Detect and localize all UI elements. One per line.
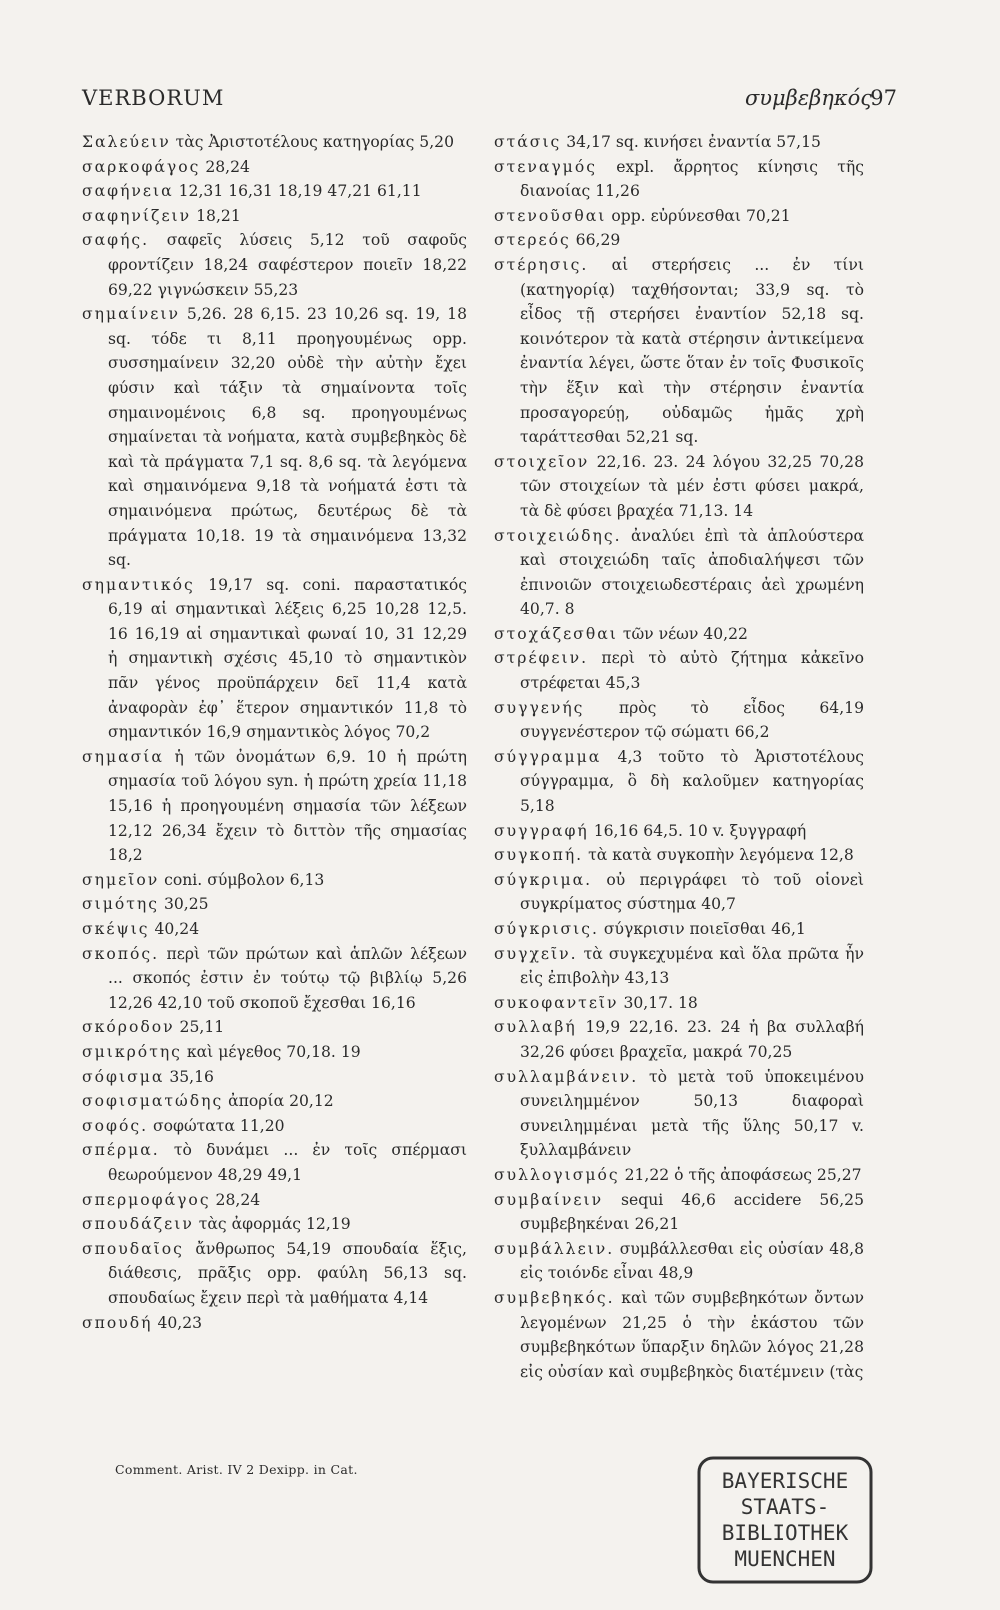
entry-text: τὰ κατὰ συγκοπὴν λεγόμενα 12,8 bbox=[583, 846, 854, 865]
entry-headword: στεναγμός bbox=[494, 157, 597, 176]
entry-headword: σύγκριμα. bbox=[494, 870, 593, 889]
entry-headword: σπουδαῖος bbox=[82, 1239, 184, 1258]
entry-text: 18,21 bbox=[191, 206, 241, 225]
stamp-line-2: STAATS- bbox=[740, 1495, 830, 1519]
index-entry bbox=[82, 1311, 467, 1336]
index-entry bbox=[494, 253, 864, 450]
index-entry bbox=[494, 991, 864, 1016]
entry-headword: σκοπός. bbox=[82, 944, 160, 963]
entry-headword: στοχάζεσθαι bbox=[494, 624, 618, 643]
entry-headword: σημεῖον bbox=[82, 870, 160, 889]
entry-headword: σύγκρισις. bbox=[494, 920, 599, 938]
entry-text: τὸ δυνάμει ... ἐν τοῖς σπέρμασι θεωρούμενον 48,29 49,1 bbox=[108, 1141, 467, 1184]
index-entry bbox=[494, 155, 864, 204]
entry-text: ἄνθρωπος 54,19 σπουδαία ἕξις, διάθεσις, πρᾶξις opp. φαύλη 56,13 sq. σπουδαίως ἔχειν περὶ τὰ μαθήματα 4,14 bbox=[108, 1239, 467, 1307]
entry-headword: στάσις bbox=[494, 133, 562, 151]
entry-headword: σπέρμα. bbox=[82, 1141, 160, 1160]
entry-text: opp. εὐρύνεσθαι 70,21 bbox=[606, 206, 791, 225]
entry-text: πρὸς τὸ εἶδος 64,19 συγγενέστερον τῷ σώματι 66,2 bbox=[520, 698, 864, 742]
entry-headword: Σαλεύειν bbox=[82, 133, 171, 151]
entry-headword: συκοφαντεῖν bbox=[494, 993, 619, 1012]
entry-headword: συμβαίνειν bbox=[494, 1190, 604, 1209]
index-entry bbox=[82, 573, 467, 745]
entry-text: αἱ στερήσεις ... ἐν τίνι (κατηγορίᾳ) ταχθήσονται; 33,9 sq. τὸ εἶδος τῇ στερήσει ἐναντίον 52,18 sq. κοινότερον τὰ κατὰ στέρησιν ἀντικείμενα ἐναντία λέγει, ὥστε ὅταν ἐν τοῖς Φυσικοῖς τὴν ἕξιν καὶ τὴν στέρησιν ἐναντία προσαγορεύῃ, οὐδαμῶς ἡμᾶς χρὴ ταράττεσθαι 52,21 sq. bbox=[520, 255, 864, 447]
entry-text: 40,24 bbox=[149, 920, 200, 938]
index-entry bbox=[494, 130, 864, 155]
entry-text: οὐ περιγράφει τὸ τοῦ οἱονεὶ συγκρίματος σύστημα 40,7 bbox=[520, 870, 864, 914]
entry-headword: στρέφειν. bbox=[494, 649, 589, 668]
index-entry bbox=[494, 524, 864, 622]
entry-headword: συγγενής bbox=[494, 698, 585, 717]
index-entry bbox=[82, 179, 467, 204]
index-entry bbox=[82, 917, 467, 942]
entry-text: 25,11 bbox=[174, 1018, 225, 1037]
index-entry bbox=[82, 868, 467, 893]
entry-headword: σπουδή bbox=[82, 1313, 153, 1332]
entry-text: τῶν νέων 40,22 bbox=[617, 624, 748, 643]
entry-text: 30,17. 18 bbox=[618, 993, 698, 1012]
entry-text: 4,3 τοῦτο τὸ Ἀριστοτέλους σύγγραμμα, ὃ δὴ καλοῦμεν κατηγορίας 5,18 bbox=[520, 747, 864, 816]
stamp-line-1: BAYERISCHE bbox=[721, 1469, 849, 1493]
entry-headword: σπουδάζειν bbox=[82, 1215, 194, 1234]
index-entry bbox=[82, 302, 467, 573]
entry-text: 16,16 64,5. 10 v. ξυγγραφή bbox=[588, 821, 807, 840]
entry-headword: στοιχειώδης. bbox=[494, 526, 622, 545]
entry-headword: σόφισμα bbox=[82, 1067, 165, 1086]
index-entry bbox=[82, 204, 467, 229]
entry-text: ἀπορία 20,12 bbox=[223, 1092, 334, 1111]
index-entry bbox=[494, 819, 864, 844]
index-entry bbox=[82, 130, 467, 155]
index-entry bbox=[82, 892, 467, 917]
entry-headword: σημαίνειν bbox=[82, 305, 180, 324]
entry-text: 12,31 16,31 18,19 47,21 61,11 bbox=[173, 182, 422, 201]
running-header-right: συμβεβηκός bbox=[744, 86, 872, 110]
index-entry bbox=[494, 868, 864, 917]
index-entry bbox=[494, 646, 864, 695]
index-entry bbox=[82, 1188, 467, 1213]
entry-headword: στερεός bbox=[494, 231, 571, 250]
index-entry bbox=[494, 1163, 864, 1188]
index-entry bbox=[494, 745, 864, 819]
entry-headword: σαρκοφάγος bbox=[82, 157, 201, 176]
entry-headword: συλλαβή bbox=[494, 1018, 577, 1037]
index-entry bbox=[494, 450, 864, 524]
entry-text: τὰς Ἀριστοτέλους κατηγορίας 5,20 bbox=[170, 133, 455, 151]
index-entry bbox=[82, 1089, 467, 1114]
index-entry bbox=[494, 1065, 864, 1163]
footer-note: Comment. Arist. IV 2 Dexipp. in Cat. bbox=[115, 1462, 358, 1477]
entry-text: 28,24 bbox=[200, 157, 250, 176]
entry-text: σύγκρισιν ποιεῖσθαι 46,1 bbox=[598, 920, 806, 938]
index-entry bbox=[494, 843, 864, 868]
right-column bbox=[494, 130, 864, 1384]
library-stamp bbox=[695, 1452, 875, 1586]
index-entry bbox=[82, 1065, 467, 1090]
index-entry bbox=[494, 1188, 864, 1237]
index-entry bbox=[82, 228, 467, 302]
index-entry bbox=[494, 228, 864, 253]
entry-text: περὶ τῶν πρώτων καὶ ἁπλῶν λέξεων ... σκοπός ἐστιν ἐν τούτῳ τῷ βιβλίῳ 5,26 12,26 42,10 τοῦ σκοποῦ ἔχεσθαι 16,16 bbox=[108, 944, 467, 1012]
entry-headword: συμβεβηκός. bbox=[494, 1288, 615, 1307]
entry-headword: στενοῦσθαι bbox=[494, 206, 607, 225]
entry-headword: σημασία bbox=[82, 747, 164, 766]
index-entry bbox=[82, 1114, 467, 1139]
entry-text: συμβάλλεσθαι εἰς οὐσίαν 48,8 εἰς τοιόνδε εἶναι 48,9 bbox=[520, 1239, 864, 1283]
entry-headword: σαφηνίζειν bbox=[82, 206, 192, 225]
index-entry bbox=[82, 745, 467, 868]
running-header-left: VERBORUM bbox=[82, 86, 225, 110]
index-entry bbox=[494, 622, 864, 647]
entry-headword: σύγγραμμα bbox=[494, 747, 602, 766]
entry-headword: σκόροδον bbox=[82, 1018, 175, 1037]
entry-headword: σκέψις bbox=[82, 920, 150, 938]
entry-headword: σμικρότης bbox=[82, 1042, 182, 1061]
entry-text: 19,17 sq. coni. παραστατικός 6,19 αἱ σημαντικαὶ λέξεις 6,25 10,28 12,5. 16 16,19 αἱ σημαντικαὶ φωναί 10, 31 12,29 ἡ σημαντικὴ σχέσις 45,10 τὸ σημαντικὸν πᾶν γένος προϋπάρχειν δεῖ 11,4 κατὰ ἀναφορὰν ἐφ᾽ ἕτερον σημαντικόν 11,8 τὸ σημαντικόν 16,9 σημαντικὸς λόγος 70,2 bbox=[108, 575, 467, 742]
entry-text: 40,23 bbox=[152, 1313, 203, 1332]
stamp-line-3: BIBLIOTHEK bbox=[721, 1521, 849, 1545]
entry-text: καὶ μέγεθος 70,18. 19 bbox=[181, 1042, 361, 1061]
entry-headword: στοιχεῖον bbox=[494, 452, 590, 471]
entry-text: 66,29 bbox=[570, 231, 621, 250]
index-entry bbox=[494, 1286, 864, 1384]
entry-text: 5,26. 28 6,15. 23 10,26 sq. 19, 18 sq. τόδε τι 8,11 προηγουμένως opp. συσσημαίνειν 32,20 οὐδὲ τὴν αὐτὴν ἔχει φύσιν καὶ τάξιν τὰ σημαίνοντα τοῖς σημαινομένοις 6,8 sq. προηγουμένως σημαίνεται τὰ νοήματα, κατὰ συμβεβηκὸς δὲ καὶ τὰ πράγματα 7,1 sq. 8,6 sq. τὰ λεγόμενα καὶ σημαινόμενα 9,18 τὰ νοήματά ἐστι τὰ σημαινόμενα πρώτως, δευτέρως δὲ τὰ πράγματα 10,18. 19 τὰ σημαινόμενα 13,32 sq. bbox=[108, 305, 467, 570]
entry-text: σοφώτατα 11,20 bbox=[148, 1116, 285, 1135]
entry-text: coni. σύμβολον 6,13 bbox=[159, 870, 325, 889]
entry-text: sequi 46,6 accidere 56,25 συμβεβηκέναι 26,21 bbox=[520, 1190, 864, 1234]
entry-headword: σαφήνεια bbox=[82, 182, 174, 201]
index-entry bbox=[494, 696, 864, 745]
index-entry bbox=[82, 1237, 467, 1311]
entry-text: 19,9 22,16. 23. 24 ἡ βα συλλαβή 32,26 φύσει βραχεῖα, μακρά 70,25 bbox=[520, 1018, 864, 1061]
index-entry bbox=[82, 942, 467, 1016]
stamp-line-4: MUENCHEN bbox=[734, 1547, 836, 1571]
entry-text: 35,16 bbox=[164, 1067, 214, 1086]
entry-headword: συγγραφή bbox=[494, 821, 589, 840]
entry-headword: σπερμοφάγος bbox=[82, 1190, 211, 1209]
index-entry bbox=[82, 1015, 467, 1040]
index-entry bbox=[494, 942, 864, 991]
entry-headword: στέρησις. bbox=[494, 255, 589, 274]
entry-text: 28,24 bbox=[210, 1190, 261, 1209]
entry-text: 30,25 bbox=[158, 895, 209, 914]
entry-headword: σοφός. bbox=[82, 1116, 149, 1135]
left-column bbox=[82, 130, 467, 1335]
entry-text: 22,16. 23. 24 λόγου 32,25 70,28 τῶν στοιχείων τὰ μέν ἐστι φύσει μακρά, τὰ δὲ φύσει βραχέα 71,13. 14 bbox=[520, 452, 864, 520]
entry-text: καὶ τῶν συμβεβηκότων ὄντων λεγομένων 21,25 ὁ τὴν ἑκάστου τῶν συμβεβηκότων ὕπαρξιν δηλῶν λόγος 21,28 εἰς οὐσίαν καὶ συμβεβηκὸς διατέμνειν (τὰς bbox=[520, 1288, 864, 1381]
entry-headword: σημαντικός bbox=[82, 575, 195, 594]
index-entry bbox=[494, 1237, 864, 1286]
entry-text: τὰ συγκεχυμένα καὶ ὅλα πρῶτα ἦν εἰς ἐπιβολὴν 43,13 bbox=[520, 944, 864, 988]
entry-text: 21,22 ὁ τῆς ἀποφάσεως 25,27 bbox=[619, 1165, 862, 1184]
entry-headword: σαφής. bbox=[82, 231, 150, 250]
index-entry bbox=[494, 204, 864, 229]
entry-text: 34,17 sq. κινήσει ἐναντία 57,15 bbox=[561, 133, 821, 151]
entry-text: τὸ μετὰ τοῦ ὑποκειμένου συνειλημμένον 50,13 διαφοραὶ συνειλημμέναι μετὰ τῆς ὕλης 50,17 v. ξυλλαμβάνειν bbox=[520, 1067, 864, 1160]
index-entry bbox=[494, 917, 864, 942]
entry-text: σαφεῖς λύσεις 5,12 τοῦ σαφοῦς φροντίζειν 18,24 σαφέστερον ποιεῖν 18,22 69,22 γιγνώσκειν 55,23 bbox=[108, 231, 467, 299]
index-entry bbox=[82, 1040, 467, 1065]
entry-headword: συλλαμβάνειν. bbox=[494, 1067, 639, 1086]
page-number: 97 bbox=[870, 86, 897, 110]
entry-text: ἡ τῶν ὀνομάτων 6,9. 10 ἡ πρώτη σημασία τοῦ λόγου syn. ἡ πρώτη χρεία 11,18 15,16 ἡ προηγουμένη σημασία τῶν λέξεων 12,12 26,34 ἔχειν τὸ διττὸν τῆς σημασίας 18,2 bbox=[108, 747, 467, 865]
index-entry bbox=[82, 1212, 467, 1237]
index-entry bbox=[494, 1015, 864, 1064]
entry-headword: συλλογισμός bbox=[494, 1165, 620, 1184]
entry-text: περὶ τὸ αὐτὸ ζήτημα κἀκεῖνο στρέφεται 45,3 bbox=[520, 649, 864, 693]
entry-headword: σοφισματώδης bbox=[82, 1092, 224, 1111]
entry-text: ἀναλύει ἐπὶ τὰ ἁπλούστερα καὶ στοιχειώδη ταῖς ἀποδιαλήψεσι τῶν ἐπινοιῶν στοιχειωδεστέραις ἀεὶ χρωμένη 40,7. 8 bbox=[520, 526, 864, 619]
entry-headword: συμβάλλειν. bbox=[494, 1239, 615, 1258]
entry-headword: συγκοπή. bbox=[494, 846, 584, 865]
entry-text: τὰς ἀφορμάς 12,19 bbox=[193, 1215, 351, 1234]
entry-text: expl. ἄρρητος κίνησις τῆς διανοίας 11,26 bbox=[520, 157, 864, 201]
entry-headword: συγχεῖν. bbox=[494, 944, 578, 963]
entry-headword: σιμότης bbox=[82, 895, 159, 914]
index-entry bbox=[82, 155, 467, 180]
index-entry bbox=[82, 1138, 467, 1187]
